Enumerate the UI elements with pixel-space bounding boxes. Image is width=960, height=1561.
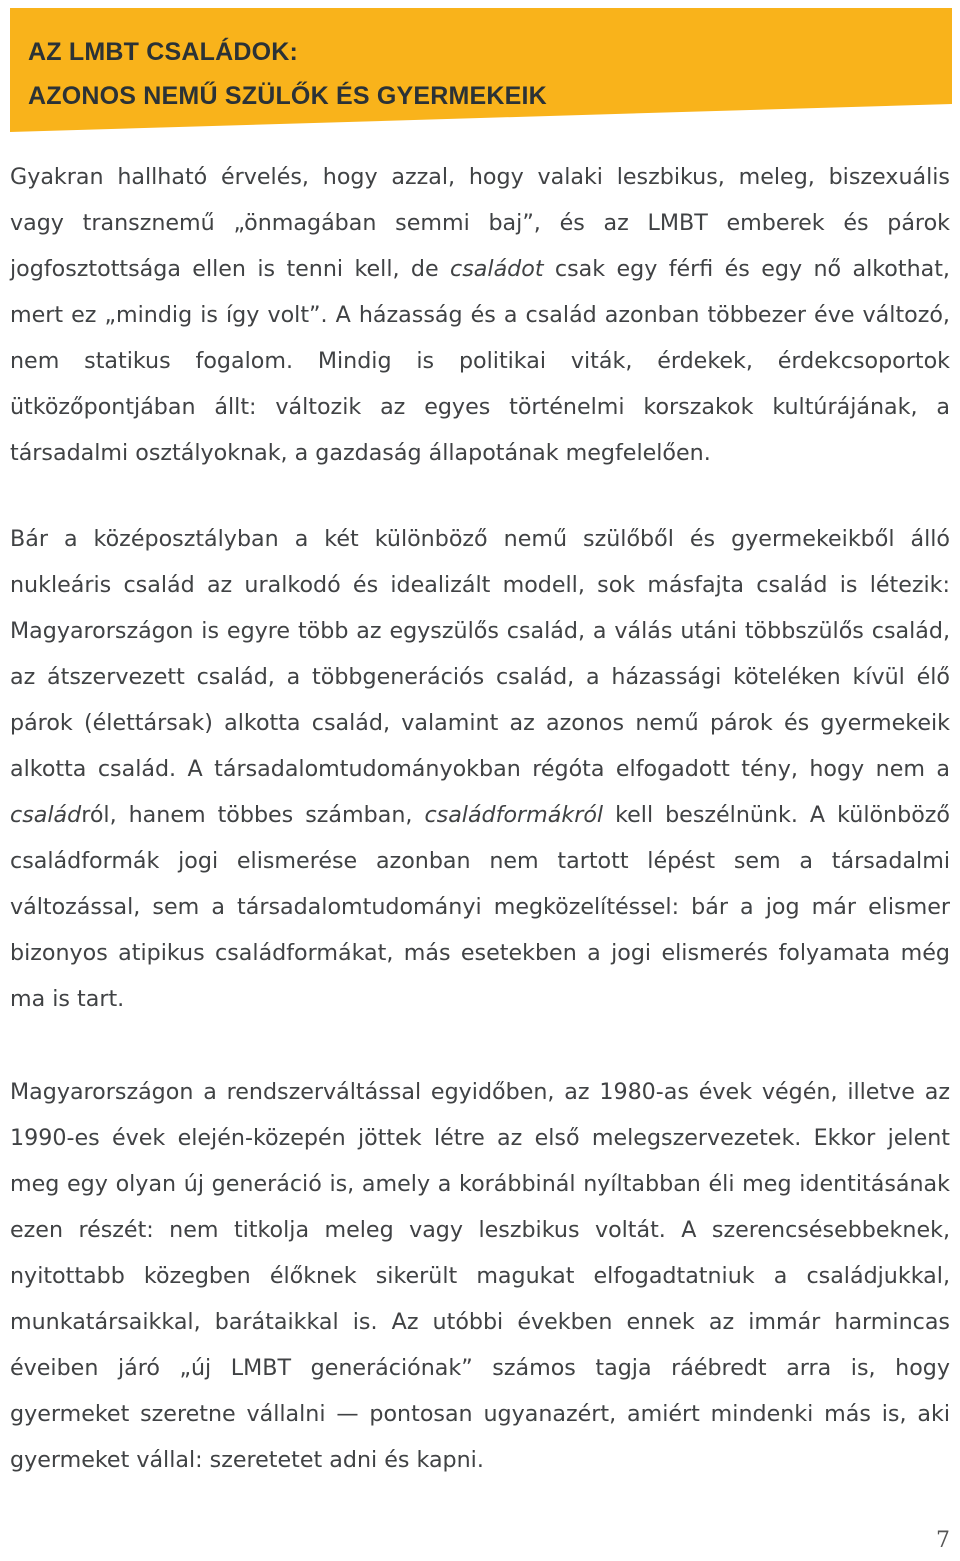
italic-run: családot [450,256,544,282]
paragraph-3 [10,1069,950,1483]
paragraph-1-text [10,154,950,476]
paragraph-2 [10,516,950,1022]
paragraph-2-text [10,516,950,1022]
title-banner [10,8,952,132]
title-line-1: AZ LMBT CSALÁDOK: [28,38,299,66]
text-run: Bár a középosztályban a két különböző nemű szülőből és gyermekeikből álló nukleáris család az uralkodó és idealizált modell, sok másfajta család is létezik: Magyarországon is egyre több az egyszülős család, a válás utáni többszülős család, az átszervezett család, a többgenerációs család, a házassági köteléken kívül élő párok (élettársak) alkotta család, valamint az azonos nemű párok és gyermekeik alkotta család. A társadalomtudományokban régóta elfogadott tény, hogy nem a [10,526,950,782]
page-title [28,30,547,118]
text-run: kell beszélnünk. A különböző családformák jogi elismerése azonban nem tartott lépést sem a társadalmi változással, sem a társadalomtudományi megközelítéssel: bár a jog már elismer bizonyos atipikus családformákat, más esetekben a jogi elismerés folyamata még ma is tart. [10,802,950,1012]
page-number: 7 [936,1528,950,1553]
paragraph-1 [10,154,950,476]
text-run: Gyakran hallható érvelés, hogy azzal, hogy valaki leszbikus, meleg, biszexuális vagy transznemű „önmagában semmi baj”, és az LMBT emberek és párok jogfosztottsága ellen is tenni kell, de [10,164,950,282]
title-line-2: AZONOS NEMŰ SZÜLŐK ÉS GYERMEKEIK [28,82,547,110]
italic-run: családformákról [424,802,604,828]
text-run: csak egy férfi és egy nő alkothat, mert ez „mindig is így volt”. A házasság és a család azonban többezer éve változó, nem statikus fogalom. Mindig is politikai viták, érdekek, érdekcsoportok ütközőpontjában állt: változik az egyes történelmi korszakok kultúrájának, a társadalmi osztályoknak, a gazdaság állapotának megfelelően. [10,256,950,466]
italic-run: család [10,802,82,828]
text-run: Magyarországon a rendszerváltással egyidőben, az 1980-as évek végén, illetve az 1990-es évek elején-közepén jöttek létre az első melegszervezetek. Ekkor jelent meg egy olyan új generáció is, amely a korábbinál nyíltabban éli meg identitásának ezen részét: nem titkolja meleg vagy leszbikus voltát. A szerencsésebbeknek, nyitottabb közegben élőknek sikerült magukat elfogadtatniuk a családjukkal, munkatársaikkal, barátaikkal is. Az utóbbi években ennek az immár harmincas éveiben járó „új LMBT generációnak” számos tagja ráébredt arra is, hogy gyermeket szeretne vállalni — pontosan ugyanazért, amiért mindenki más is, aki gyermeket vállal: szeretetet adni és kapni. [10,1079,950,1473]
paragraph-3-text [10,1069,950,1483]
text-run: ról, hanem többes számban, [81,802,425,828]
